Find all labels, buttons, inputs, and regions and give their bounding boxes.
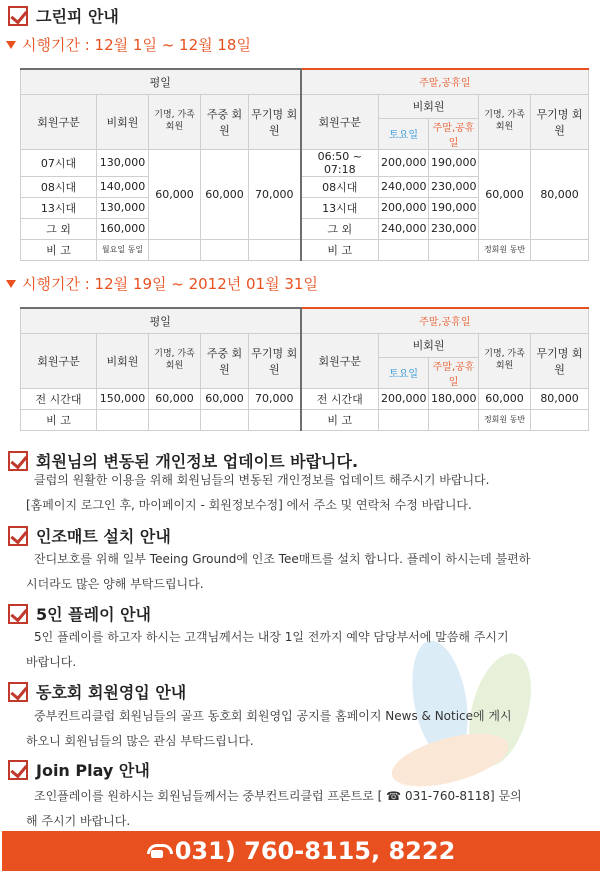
period-1-label: 시행기간 : 12월 1일 ~ 12월 18일: [22, 36, 251, 54]
period-1: [6, 34, 251, 55]
saturday-header: 토요일: [379, 118, 429, 149]
unnamed-member-header: 무기명 회원: [249, 94, 301, 149]
price-cell: 240,000: [379, 176, 429, 197]
notice-body: [26, 650, 586, 675]
weekday-header: 평일: [21, 308, 301, 333]
notice-body: [34, 547, 594, 572]
price-cell: 150,000: [97, 388, 149, 409]
period-2-label: 시행기간 : 12월 19일 ~ 2012년 01월 31일: [22, 275, 318, 293]
checkbox-icon: [8, 526, 28, 546]
notice-heading: [8, 758, 150, 781]
weekend-header: 주말,공휴일: [301, 69, 589, 94]
front-desk-phone: 031-760-8118: [404, 789, 490, 803]
weekday-member-header: 주중 회원: [201, 94, 249, 149]
we-named-family-header: 기명, 가족 회원: [479, 94, 531, 149]
period-2: [6, 273, 318, 294]
notice-line: 하오니 회원님들의 많은 관심 부탁드립니다.: [26, 734, 254, 748]
notice-line: 중부컨트리클럽 회원님들의 골프 동호회 회원영입 공지를 홈페이지 News & Notice에 게시: [34, 709, 512, 723]
time-cell: 08시대: [301, 176, 379, 197]
checkbox-icon: [8, 451, 28, 471]
footer-phone-bar: [2, 831, 600, 871]
checkbox-icon: [8, 682, 28, 702]
greenfee-heading: [8, 4, 119, 27]
notice-line-end: ] 문의: [489, 789, 522, 803]
checkbox-icon: [8, 6, 28, 26]
remark-weekday: 월요일 동일: [97, 239, 149, 260]
time-cell: 전 시간대: [301, 388, 379, 409]
notice-line: 잔디보호를 위해 일부 Teeing Ground에 인조 Tee매트를 설치 합니다. 플레이 하시는데 불편하: [34, 552, 531, 566]
price-cell: 130,000: [97, 149, 149, 176]
non-member-header: 비회원: [97, 94, 149, 149]
holiday-header: 주말,공휴일: [429, 357, 479, 388]
notice-body: [26, 493, 586, 518]
notice-line: 시더라도 많은 양해 부탁드립니다.: [26, 577, 204, 591]
price-cell: 230,000: [429, 218, 479, 239]
price-cell: 130,000: [97, 197, 149, 218]
remark-weekend: 정회원 동반: [479, 409, 531, 430]
price-cell: 190,000: [429, 149, 479, 176]
unnamed-member-header: 무기명 회원: [249, 333, 301, 388]
notice-title: 동호회 회원영입 안내: [36, 683, 187, 702]
notice-line: 클럽의 원활한 이용을 위해 회원님들의 변동된 개인정보를 업데이트 해주시기 바랍니다.: [34, 473, 490, 487]
time-cell: 07시대: [21, 149, 97, 176]
notice-body: [34, 625, 594, 650]
price-cell: 60,000: [201, 149, 249, 239]
price-cell: 60,000: [149, 388, 201, 409]
remark-weekend: 정회원 동반: [479, 239, 531, 260]
we-unnamed-member-header: 무기명 회원: [531, 94, 589, 149]
member-type-header: 회원구분: [21, 94, 97, 149]
triangle-down-icon: [6, 280, 16, 288]
saturday-header: 토요일: [379, 357, 429, 388]
notice-heading: [8, 524, 171, 547]
notice-line: 해 주시기 바랍니다.: [26, 814, 131, 828]
remark-row: [21, 409, 589, 430]
notice-line: 5인 플레이를 하고자 하시는 고객님께서는 내장 1일 전까지 예약 담당부서에 말씀해 주시기: [34, 630, 509, 644]
we-member-type-header: 회원구분: [301, 333, 379, 388]
holiday-header: 주말,공휴일: [429, 118, 479, 149]
table-row: [21, 388, 589, 409]
we-remark-label: 비 고: [301, 239, 379, 260]
weekday-header: 평일: [21, 69, 301, 94]
time-cell: 08시대: [21, 176, 97, 197]
time-cell: 그 외: [21, 218, 97, 239]
price-cell: 190,000: [429, 197, 479, 218]
remark-label: 비 고: [21, 239, 97, 260]
greenfee-title: 그린피 안내: [36, 7, 119, 26]
notice-line: 바랍니다.: [26, 655, 77, 669]
member-type-header: 회원구분: [21, 333, 97, 388]
time-cell: 13시대: [301, 197, 379, 218]
notice-title: 5인 플레이 안내: [36, 605, 152, 624]
price-cell: 180,000: [429, 388, 479, 409]
price-cell: 70,000: [249, 149, 301, 239]
non-member-header: 비회원: [97, 333, 149, 388]
triangle-down-icon: [6, 41, 16, 49]
notice-title: 회원님의 변동된 개인정보 업데이트 바랍니다.: [36, 452, 359, 471]
weekend-header: 주말,공휴일: [301, 308, 589, 333]
remark-label: 비 고: [21, 409, 97, 430]
remark-row: [21, 239, 589, 260]
price-cell: 70,000: [249, 388, 301, 409]
price-cell: 230,000: [429, 176, 479, 197]
checkbox-icon: [8, 604, 28, 624]
named-family-header: 기명, 가족 회원: [149, 94, 201, 149]
price-cell: 60,000: [479, 388, 531, 409]
time-cell: 그 외: [301, 218, 379, 239]
time-cell: 06:50 ~ 07:18: [301, 149, 379, 176]
notice-body: [34, 784, 594, 809]
rate-table-2: [20, 307, 589, 431]
we-remark-label: 비 고: [301, 409, 379, 430]
notice-body: [34, 468, 594, 493]
notice-body: [34, 704, 594, 729]
named-family-header: 기명, 가족 회원: [149, 333, 201, 388]
weekday-member-header: 주중 회원: [201, 333, 249, 388]
time-cell: 13시대: [21, 197, 97, 218]
price-cell: 60,000: [479, 149, 531, 239]
price-cell: 160,000: [97, 218, 149, 239]
price-cell: 80,000: [531, 388, 589, 409]
notice-body: [26, 729, 586, 754]
notice-heading: [8, 602, 151, 625]
we-unnamed-member-header: 무기명 회원: [531, 333, 589, 388]
price-cell: 80,000: [531, 149, 589, 239]
price-cell: 200,000: [379, 197, 429, 218]
notice-line: [홈페이지 로그인 후, 마이페이지 - 회원정보수정] 에서 주소 및 연락처 수정 바랍니다.: [26, 498, 472, 512]
price-cell: 60,000: [149, 149, 201, 239]
price-cell: 60,000: [201, 388, 249, 409]
time-cell: 전 시간대: [21, 388, 97, 409]
checkbox-icon: [8, 760, 28, 780]
we-non-member-header: 비회원: [379, 94, 479, 118]
phone-icon: [147, 844, 167, 858]
price-cell: 200,000: [379, 388, 429, 409]
price-cell: 240,000: [379, 218, 429, 239]
we-named-family-header: 기명, 가족 회원: [479, 333, 531, 388]
notice-title: 인조매트 설치 안내: [36, 527, 171, 546]
phone-icon: ☎: [386, 789, 402, 803]
footer-phone: 031) 760-8115, 8222: [174, 837, 456, 865]
price-cell: 200,000: [379, 149, 429, 176]
we-non-member-header: 비회원: [379, 333, 479, 357]
price-cell: 140,000: [97, 176, 149, 197]
notice-heading: [8, 680, 186, 703]
notice-line: 조인플레이를 원하시는 회원님들께서는 중부컨트리클럽 프론트로 [: [34, 789, 383, 803]
notice-body: [26, 572, 586, 597]
notice-title: Join Play 안내: [36, 761, 150, 780]
table-row: [21, 149, 589, 176]
we-member-type-header: 회원구분: [301, 94, 379, 149]
rate-table-1: [20, 68, 589, 261]
